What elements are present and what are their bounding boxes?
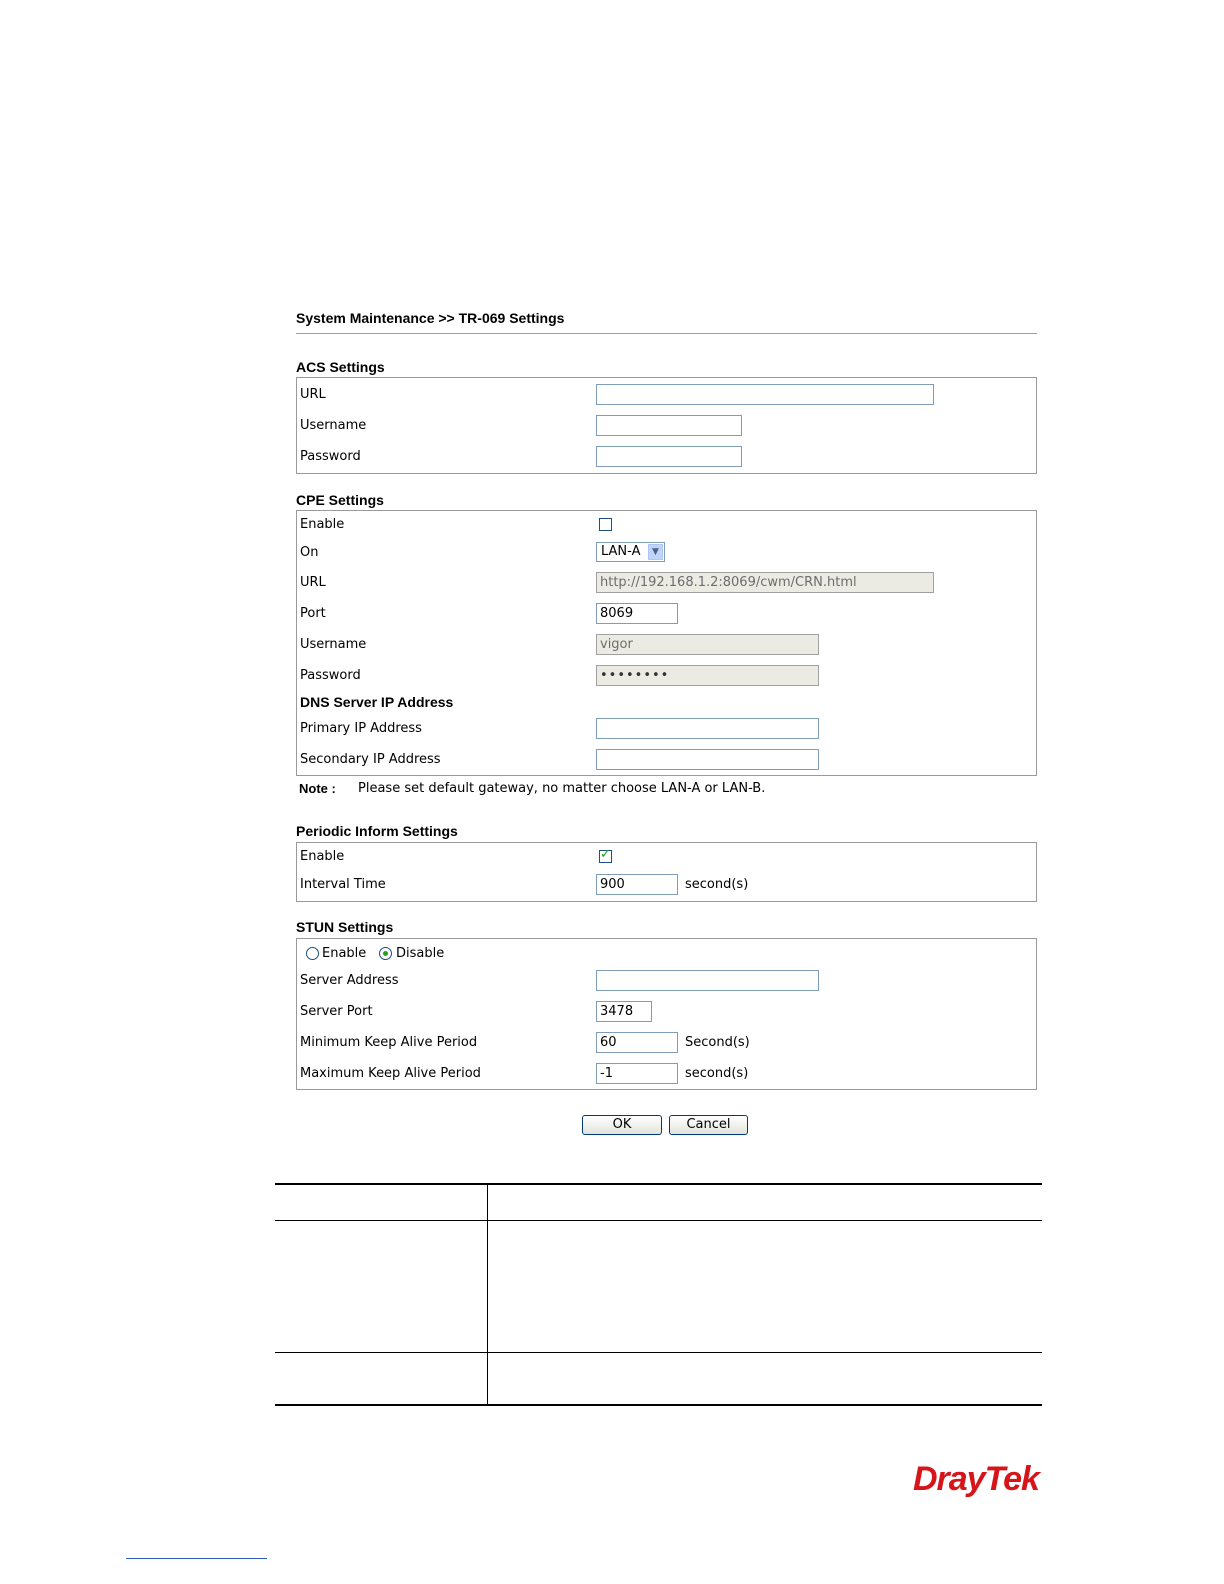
- cpe-on-label: On: [300, 545, 319, 560]
- min-keep-alive-unit: Second(s): [685, 1035, 750, 1050]
- chevron-down-icon[interactable]: ▼: [648, 544, 663, 560]
- note-label: Note :: [299, 781, 336, 796]
- max-keep-alive-unit: second(s): [685, 1066, 749, 1081]
- cpe-enable-checkbox[interactable]: [599, 518, 612, 531]
- stun-disable-label: Disable: [396, 946, 445, 961]
- periodic-enable-label: Enable: [300, 849, 345, 864]
- max-keep-alive-input[interactable]: -1: [596, 1063, 678, 1084]
- acs-settings-title: ACS Settings: [296, 359, 385, 375]
- title-divider: [296, 333, 1037, 334]
- table-row-rule: [275, 1352, 1042, 1353]
- stun-enable-radio[interactable]: [306, 947, 319, 960]
- acs-url-input[interactable]: [596, 384, 934, 405]
- acs-url-label: URL: [300, 387, 326, 402]
- cpe-on-selected-value: LAN-A: [601, 544, 641, 559]
- cpe-password-label: Password: [300, 668, 361, 683]
- table-bottom-rule: [275, 1404, 1042, 1406]
- acs-password-label: Password: [300, 449, 361, 464]
- server-port-input[interactable]: 3478: [596, 1001, 652, 1022]
- primary-ip-label: Primary IP Address: [300, 721, 422, 736]
- periodic-settings-title: Periodic Inform Settings: [296, 823, 458, 839]
- cpe-on-select[interactable]: [596, 542, 665, 562]
- cpe-url-label: URL: [300, 575, 326, 590]
- stun-enable-label: Enable: [322, 946, 367, 961]
- draytek-logo: DrayTek: [913, 1460, 1039, 1498]
- server-port-label: Server Port: [300, 1004, 373, 1019]
- interval-unit: second(s): [685, 877, 749, 892]
- min-keep-alive-input[interactable]: 60: [596, 1032, 678, 1053]
- cpe-username-label: Username: [300, 637, 367, 652]
- max-keep-alive-label: Maximum Keep Alive Period: [300, 1066, 481, 1081]
- cpe-url-input[interactable]: http://192.168.1.2:8069/cwm/CRN.html: [596, 572, 934, 593]
- server-address-input[interactable]: [596, 970, 819, 991]
- secondary-ip-label: Secondary IP Address: [300, 752, 441, 767]
- cancel-button[interactable]: Cancel: [669, 1115, 748, 1135]
- ok-button[interactable]: OK: [582, 1115, 662, 1135]
- dns-server-title: DNS Server IP Address: [300, 694, 454, 710]
- interval-time-input[interactable]: 900: [596, 874, 678, 895]
- table-column-divider: [487, 1184, 488, 1405]
- footer-rule: [126, 1558, 267, 1559]
- cpe-settings-title: CPE Settings: [296, 492, 384, 508]
- cpe-username-input[interactable]: vigor: [596, 634, 819, 655]
- periodic-enable-checkbox[interactable]: [599, 850, 612, 863]
- note-text: Please set default gateway, no matter choose LAN-A or LAN-B.: [358, 781, 766, 796]
- acs-username-input[interactable]: [596, 415, 742, 436]
- cpe-port-label: Port: [300, 606, 326, 621]
- table-header-rule: [275, 1220, 1042, 1221]
- server-address-label: Server Address: [300, 973, 399, 988]
- interval-time-label: Interval Time: [300, 877, 386, 892]
- stun-settings-title: STUN Settings: [296, 919, 394, 935]
- cpe-enable-label: Enable: [300, 517, 345, 532]
- cpe-port-input[interactable]: 8069: [596, 603, 678, 624]
- acs-username-label: Username: [300, 418, 367, 433]
- primary-ip-input[interactable]: [596, 718, 819, 739]
- acs-password-input[interactable]: [596, 446, 742, 467]
- secondary-ip-input[interactable]: [596, 749, 819, 770]
- page-title: System Maintenance >> TR-069 Settings: [296, 310, 565, 326]
- cpe-password-input[interactable]: ••••••••: [596, 665, 819, 686]
- stun-disable-radio[interactable]: [379, 947, 392, 960]
- table-top-rule: [275, 1183, 1042, 1185]
- min-keep-alive-label: Minimum Keep Alive Period: [300, 1035, 478, 1050]
